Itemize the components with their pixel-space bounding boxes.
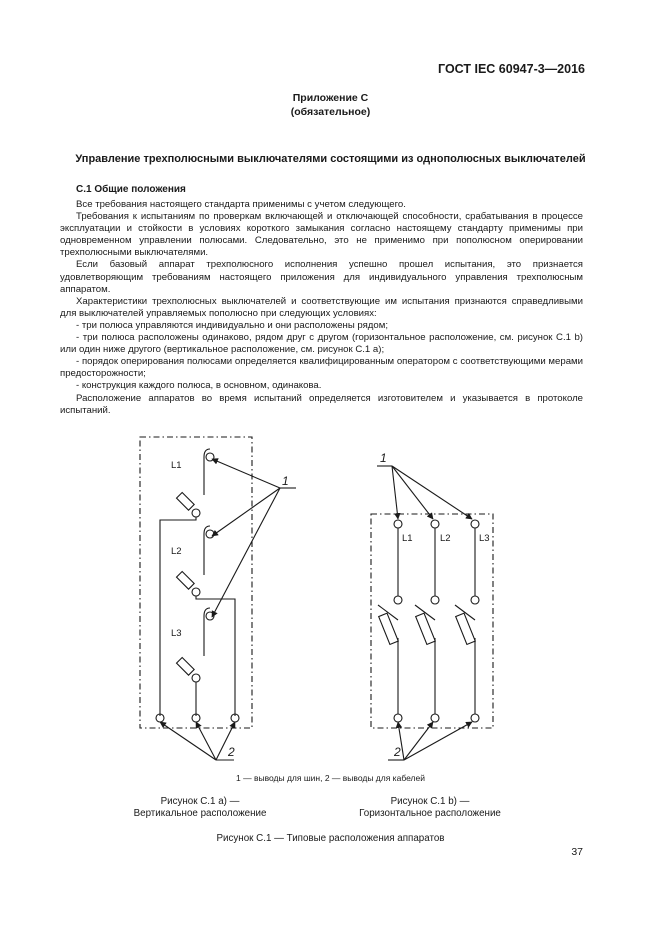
caption-a-subtitle: Вертикальное расположение	[133, 808, 267, 819]
paragraph: Характеристики трехполюсных выключателей и соответствующие им испытания признаются справедливыми для выключателей управляемых пополюсно при следующих условиях:	[60, 295, 583, 319]
busbar-terminal-l1	[394, 520, 402, 528]
busbar-terminal-l2	[206, 530, 214, 538]
list-item: - конструкция каждого полюса, в основном, одинакова.	[76, 380, 322, 392]
appendix-status: (обязательное)	[290, 106, 371, 118]
list-item: - три полюса расположены одинаково, рядом друг с другом (горизонтальное расположение, см. рисунок С.1 b) или один ниже другого (вертикальное расположение, см. рисунок С.1 а);	[60, 332, 583, 356]
paragraph: Все требования настоящего стандарта применимы с учетом следующего.	[76, 199, 406, 210]
busbar-terminal-l2	[431, 520, 439, 528]
cable-terminal	[431, 714, 439, 722]
cable-terminal	[394, 714, 402, 722]
callout-cable-terminals: 2	[394, 745, 401, 759]
paragraph: Требования к испытаниям по проверкам включающей и отключающей способности, срабатывания в процессе эксплуатации и стойкости в условиях короткого замыкания согласно настоящему стандарту применимы при одновременном управлении полюсами. Следовательно, это не применимо при пополюсном оперировании трехполюсными выключателями.	[60, 211, 583, 259]
appendix-heading	[0, 91, 661, 119]
section-heading: С.1 Общие положения	[76, 184, 186, 195]
busbar-terminal-l3	[471, 520, 479, 528]
caption-figure-a	[130, 796, 270, 820]
paragraph: Если базовый аппарат трехполюсного исполнения успешно прошел испытания, это признается удовлетворяющим требованиям настоящего приложения для индивидуального управления трехполюсным аппаратом.	[60, 259, 583, 295]
list-item: - три полюса управляются индивидуально и они расположены рядом;	[76, 319, 389, 331]
figure-legend: 1 — выводы для шин, 2 — выводы для кабелей	[236, 773, 425, 783]
caption-b-title: Рисунок С.1 b) —	[390, 796, 470, 807]
page-number: 37	[571, 846, 583, 858]
pole-label-l2: L2	[440, 533, 451, 544]
callout-busbar-terminals: 1	[380, 451, 387, 465]
cable-terminal	[471, 714, 479, 722]
figure-title: Рисунок С.1 — Типовые расположения аппаратов	[216, 833, 445, 844]
document-title: Управление трехполюсными выключателями состоящими из однополюсных выключателей	[75, 153, 586, 165]
list-item: - порядок оперирования полюсами определяется квалифицированным оператором с соответствующими мерами предосторожности;	[60, 356, 583, 380]
caption-b-subtitle: Горизонтальное расположение	[359, 808, 501, 819]
figure-drawing	[0, 420, 661, 780]
callout-busbar-terminals: 1	[282, 474, 289, 488]
callout-cable-terminals: 2	[228, 745, 235, 759]
paragraph: Расположение аппаратов во время испытаний определяется изготовителем и указывается в протоколе испытаний.	[60, 392, 583, 416]
section-body	[60, 199, 583, 417]
caption-a-title: Рисунок С.1 а) —	[160, 796, 240, 807]
pole-label-l2: L2	[171, 546, 182, 557]
caption-figure-b	[350, 796, 510, 820]
pole-label-l1: L1	[402, 533, 413, 544]
appendix-title: Приложение С	[292, 92, 369, 104]
pole-label-l1: L1	[171, 460, 182, 471]
figure-c1	[0, 420, 661, 780]
pole-label-l3: L3	[171, 628, 182, 639]
standard-number: ГОСТ IEC 60947-3—2016	[438, 62, 585, 76]
pole-label-l3: L3	[479, 533, 490, 544]
